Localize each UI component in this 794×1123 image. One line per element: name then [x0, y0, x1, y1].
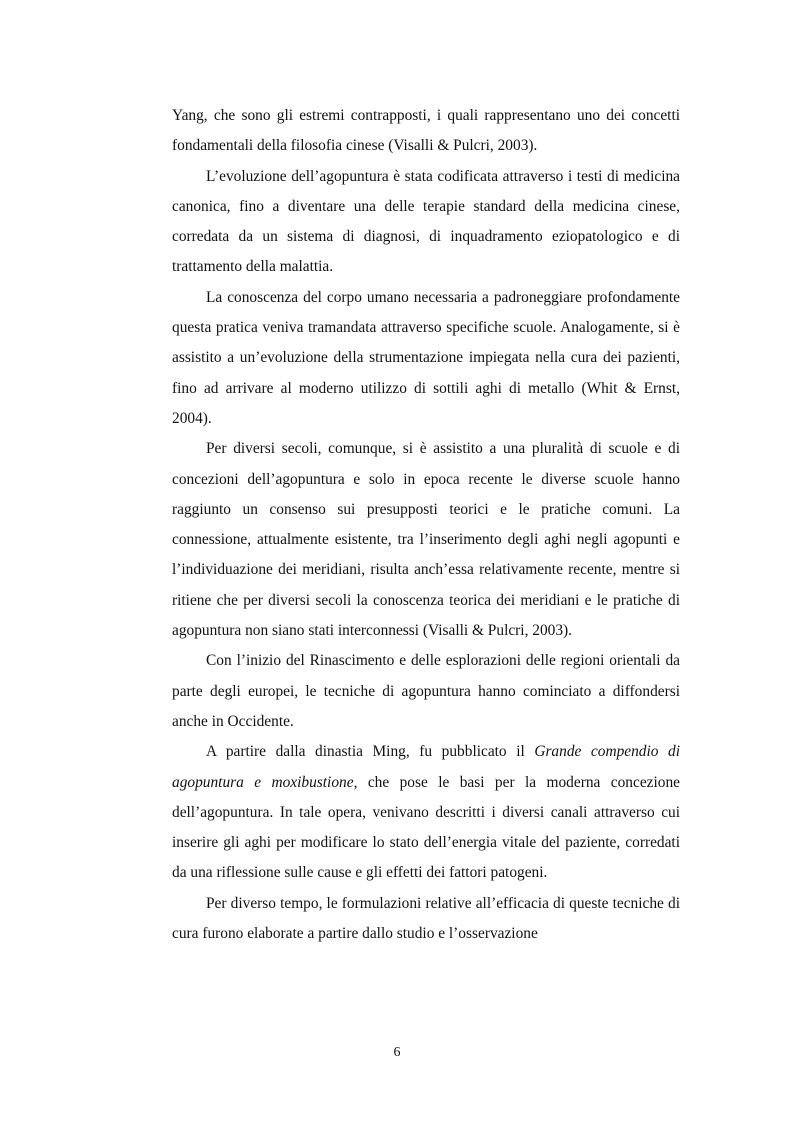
paragraph-2-text-1: L’evoluzione dell’agopuntura è stata codificata attraverso i testi di medicina canonica, fino a diventare una delle terapie standard della medicina cinese, corredata da un sistema di diagnosi, di inquadramento eziopatologico e di trattamento della malattia.: [172, 167, 680, 276]
paragraph-4-text-1: Per diversi secoli, comunque, si è assistito a una pluralità di scuole e di concezioni dell’agopuntura e solo in epoca recente le diverse scuole hanno raggiunto un consenso sui presupposti teorici e le pratiche comuni. La connessione, attualmente esistente, tra l’inserimento degli aghi negli agopunti e l’individuazione dei meridiani, risulta anch’essa relativamente recente, mentre si ritiene che per diversi secoli la conoscenza teorica dei meridiani e le pratiche di agopuntura non siano stati interconnessi (Visalli & Pulcri, 2003).: [172, 440, 680, 640]
book-title-italic: Grande compendio di agopuntura e moxibustione: [172, 743, 680, 791]
paragraph-6: [172, 737, 680, 888]
paragraph-6-text-1: A partire dalla dinastia Ming, fu pubblicato il: [206, 743, 535, 761]
paragraph-7-text-1: Per diverso tempo, le formulazioni relative all’efficacia di queste tecniche di cura furono elaborate a partire dallo studio e l’osservazione: [172, 894, 680, 943]
paragraph-5-text-1: Con l’inizio del Rinascimento e delle esplorazioni delle regioni orientali da parte degli europei, le tecniche di agopuntura hanno cominciato a diffondersi anche in Occidente.: [172, 652, 680, 730]
paragraph-3-text-1: La conoscenza del corpo umano necessaria a padroneggiare profondamente questa pratica veniva tramandata attraverso specifiche scuole. Analogamente, si è assistito a un’evoluzione della strumentazione impiegata nella cura dei pazienti, fino ad arrivare al moderno utilizzo di sottili aghi di metallo (Whit & Ernst, 2004).: [172, 288, 680, 427]
page-number: 6: [393, 1045, 401, 1060]
page-body: [172, 101, 680, 949]
paragraph-3: [172, 283, 680, 434]
paragraph-1: [172, 101, 680, 162]
paragraph-4: [172, 434, 680, 646]
paragraph-7: [172, 889, 680, 950]
paragraph-6-text-3: , che pose le basi per la moderna concezione dell’agopuntura. In tale opera, venivano descritti i diversi canali attraverso cui inserire gli aghi per modificare lo stato dell’energia vitale del paziente, corredati da una riflessione sulle cause e gli effetti dei fattori patogeni.: [172, 773, 680, 882]
paragraph-5: [172, 646, 680, 737]
paragraph-2: [172, 162, 680, 283]
paragraph-1-text-1: Yang, che sono gli estremi contrapposti, i quali rappresentano uno dei concetti fondamentali della filosofia cinese (Visalli & Pulcri, 2003).: [172, 107, 680, 155]
